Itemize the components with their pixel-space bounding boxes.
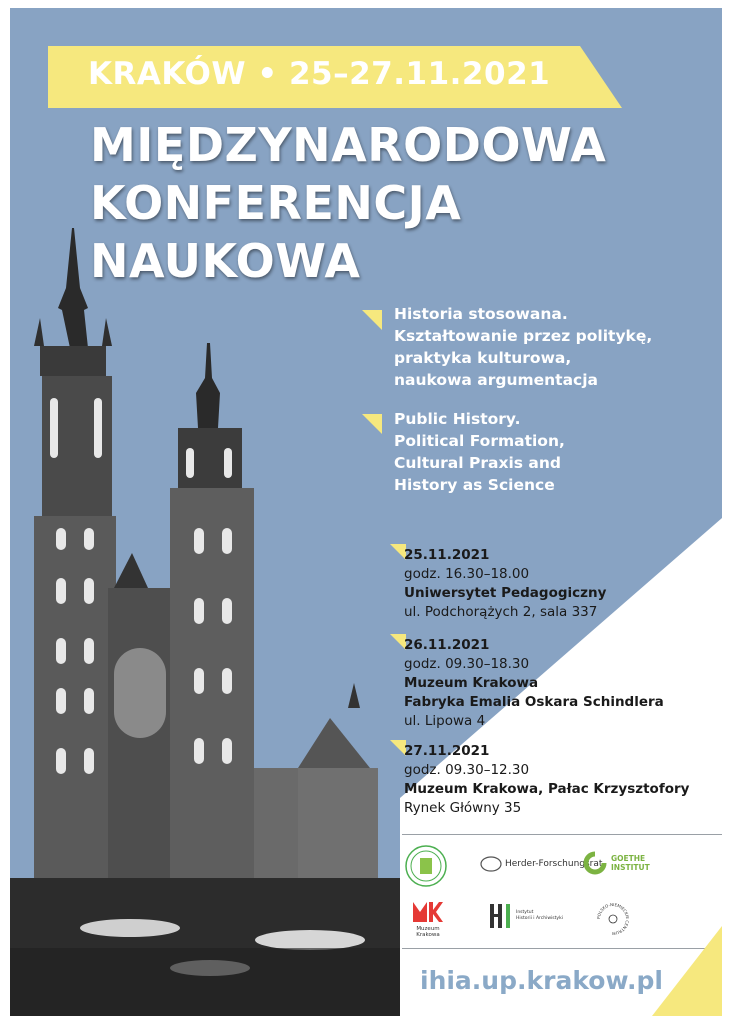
cs-ring-text: POLSKO-NIEMIECKIE CENTRUM [595, 901, 631, 937]
event-time: godz. 09.30–18.30 [404, 656, 530, 672]
event-time: godz. 09.30–12.30 [404, 762, 530, 778]
title-line-1: MIĘDZYNARODOWA [90, 118, 607, 172]
event-time: godz. 16.30–18.00 [404, 566, 530, 582]
up-university-logo-icon [404, 844, 448, 888]
title-line-3: NAUKOWA [90, 234, 361, 288]
event-day-3 [404, 742, 689, 818]
topic-en-line: Cultural Praxis and [394, 454, 561, 472]
event-address: ul. Lipowa 4 [404, 713, 486, 729]
topic-pl-line: Historia stosowana. [394, 305, 568, 323]
event-date: 26.11.2021 [404, 637, 490, 653]
event-venue: Fabryka Emalia Oskara Schindlera [404, 694, 664, 710]
cs-ring-label [596, 902, 630, 936]
mk-logo [406, 902, 450, 938]
event-venue: Muzeum Krakowa, Pałac Krzysztofory [404, 781, 690, 797]
ihia-caption: Instytut [516, 910, 534, 915]
corner-accent-shape [652, 926, 722, 1016]
event-venue: Muzeum Krakowa [404, 675, 539, 691]
topic-pl-line: Kształtowanie przez politykę, [394, 327, 653, 345]
ihia-logo [488, 902, 563, 930]
mk-caption: Muzeum Krakowa [416, 926, 440, 938]
event-day-1 [404, 546, 606, 622]
goethe-logo [582, 850, 650, 876]
event-venue: Uniwersytet Pedagogiczny [404, 585, 607, 601]
herder-label: Herder-Forschungsrat [505, 859, 603, 869]
event-address: Rynek Główny 35 [404, 800, 522, 816]
herder-icon [480, 856, 502, 872]
goethe-label: INSTITUT [611, 863, 650, 872]
topic-en-line: Public History. [394, 410, 521, 428]
st-marys-basilica-image [10, 228, 400, 1016]
event-date: 25.11.2021 [404, 547, 490, 563]
topic-pl-line: praktyka kulturowa, [394, 349, 572, 367]
title-line-2: KONFERENCJA [90, 176, 462, 230]
divider [402, 834, 722, 835]
poster [10, 8, 722, 1016]
event-day-2 [404, 636, 664, 731]
cs-logo [594, 900, 632, 938]
event-date: 27.11.2021 [404, 743, 490, 759]
website-url[interactable]: ihia.up.krakow.pl [420, 966, 663, 995]
topic-en-line: Political Formation, [394, 432, 565, 450]
goethe-icon [582, 850, 608, 876]
mk-icon [413, 902, 443, 922]
date-location-banner: KRAKÓW • 25–27.11.2021 [88, 56, 551, 92]
ihia-caption: Historii i Archiwistyki [516, 916, 563, 921]
topic-en-line: History as Science [394, 476, 555, 494]
cs-ring-icon [594, 900, 632, 938]
goethe-label: GOETHE [611, 854, 646, 863]
event-address: ul. Podchorążych 2, sala 337 [404, 604, 598, 620]
topic-pl-line: naukowa argumentacja [394, 371, 599, 389]
ihia-icon [488, 902, 514, 930]
